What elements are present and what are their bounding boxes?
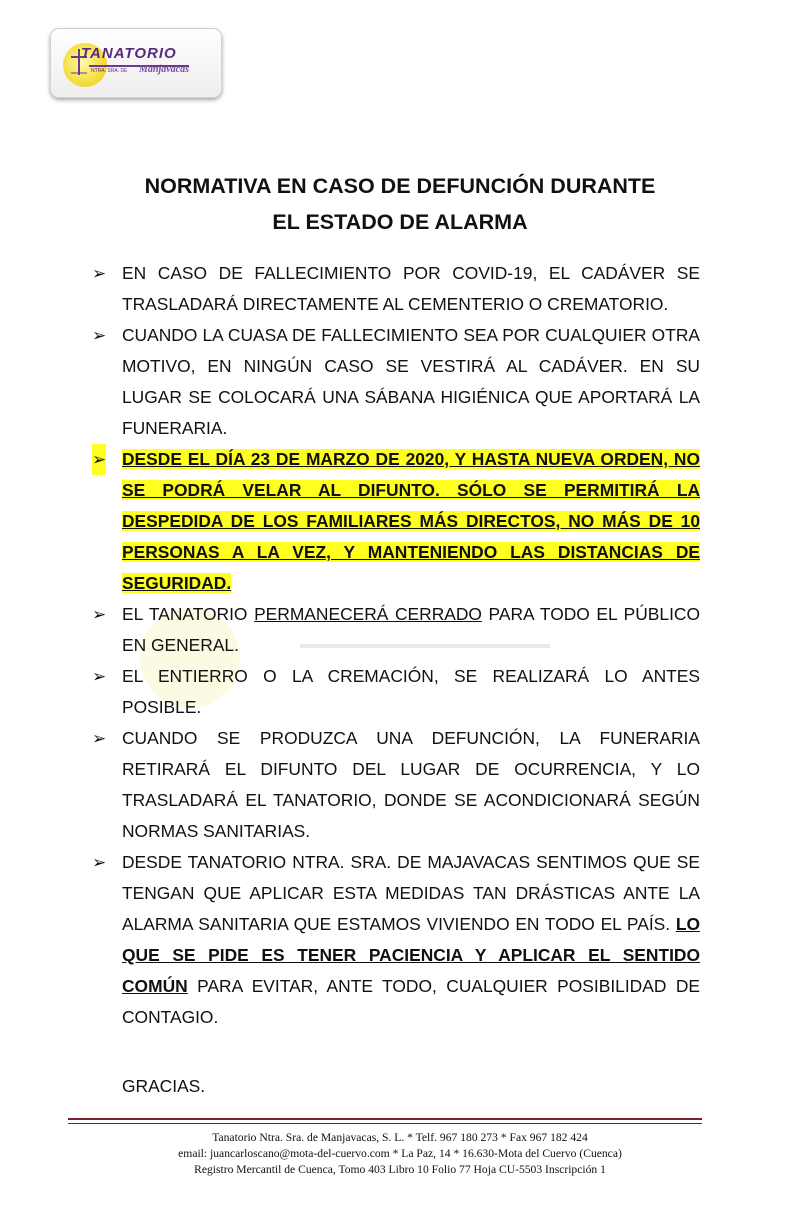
footer-divider-thin [68, 1123, 702, 1124]
rule-text: PARA EVITAR, ANTE TODO, CUALQUIER POSIBILIDAD DE CONTAGIO. [122, 976, 700, 1027]
list-item [92, 847, 700, 1033]
arrow-bullet-icon: ➢ [92, 667, 107, 686]
rules-list [92, 258, 700, 1033]
list-item-highlighted [92, 444, 700, 599]
logo-subtitle-small: NTRA. SRA. DE [91, 68, 128, 74]
arrow-bullet-icon: ➢ [92, 729, 107, 748]
rule-text: PARA TODO EL PÚBLICO EN GENERAL. [122, 604, 700, 655]
rule-text: CUANDO SE PRODUZCA UNA DEFUNCIÓN, LA FUNERARIA RETIRARÁ EL DIFUNTO DEL LUGAR DE OCURRENCIA, Y LO TRASLADARÁ EL TANATORIO, DONDE SE ACONDICIONARÁ SEGÚN NORMAS SANITARIAS. [122, 728, 700, 841]
rule-text: CUANDO LA CUASA DE FALLECIMIENTO SEA POR CUALQUIER OTRA MOTIVO, EN NINGÚN CASO SE VESTIRÁ AL CADÁVER. EN SU LUGAR SE COLOCARÁ UNA SÁBANA HIGIÉNICA QUE APORTARÁ LA FUNERARIA. [122, 325, 700, 438]
arrow-bullet-icon: ➢ [92, 853, 107, 872]
company-logo [50, 28, 222, 98]
list-item [92, 320, 700, 444]
footer-divider [68, 1118, 702, 1120]
rule-text: EL TANATORIO [122, 604, 255, 624]
emphasis-text: LO QUE SE PIDE ES TENER PACIENCIA Y APLICAR EL SENTIDO COMÚN [122, 914, 700, 996]
rule-text: DESDE TANATORIO NTRA. SRA. DE MAJAVACAS SENTIMOS QUE SE TENGAN QUE APLICAR ESTA MEDIDAS TAN DRÁSTICAS ANTE LA ALARMA SANITARIA QUE ESTAMOS VIVIENDO EN TODO EL PAÍS. [122, 852, 700, 934]
footer-contact: email: juancarloscano@mota-del-cuervo.com * La Paz, 14 * 16.630-Mota del Cuervo (Cuenca) [178, 1147, 622, 1160]
arrow-bullet-icon: ➢ [92, 264, 107, 283]
closed-notice: PERMANECERÁ CERRADO [254, 604, 482, 624]
rule-text: EN CASO DE FALLECIMIENTO POR COVID-19, EL CADÁVER SE TRASLADARÁ DIRECTAMENTE AL CEMENTERIO O CREMATORIO. [122, 263, 700, 314]
logo-subtitle: Manjavacas [139, 64, 189, 75]
page-title-line-1: NORMATIVA EN CASO DE DEFUNCIÓN DURANTE [144, 174, 656, 198]
footer-registry: Registro Mercantil de Cuenca, Tomo 403 Libro 10 Folio 77 Hoja CU-5503 Inscripción 1 [194, 1163, 606, 1176]
list-item [92, 599, 700, 661]
arrow-bullet-icon: ➢ [92, 326, 107, 345]
arrow-bullet-icon: ➢ [92, 444, 106, 475]
footer-company: Tanatorio Ntra. Sra. de Manjavacas, S. L. * Telf. 967 180 273 * Fax 967 182 424 [212, 1131, 588, 1144]
highlighted-rule-text: DESDE EL DÍA 23 DE MARZO DE 2020, Y HASTA NUEVA ORDEN, NO SE PODRÁ VELAR AL DIFUNTO. SÓLO SE PERMITIRÁ LA DESPEDIDA DE LOS FAMILIARES MÁS DIRECTOS, NO MÁS DE 10 PERSONAS A LA VEZ, Y MANTENIENDO LAS DISTANCIAS DE SEGURIDAD. [122, 449, 700, 593]
list-item [92, 661, 700, 723]
logo-title: TANATORIO [81, 45, 177, 62]
arrow-bullet-icon: ➢ [92, 605, 107, 624]
list-item [92, 723, 700, 847]
closing-text: GRACIAS. [122, 1076, 206, 1096]
page-title-line-2: EL ESTADO DE ALARMA [272, 210, 528, 234]
list-item [92, 258, 700, 320]
rule-text: EL ENTIERRO O LA CREMACIÓN, SE REALIZARÁ LO ANTES POSIBLE. [122, 666, 700, 717]
